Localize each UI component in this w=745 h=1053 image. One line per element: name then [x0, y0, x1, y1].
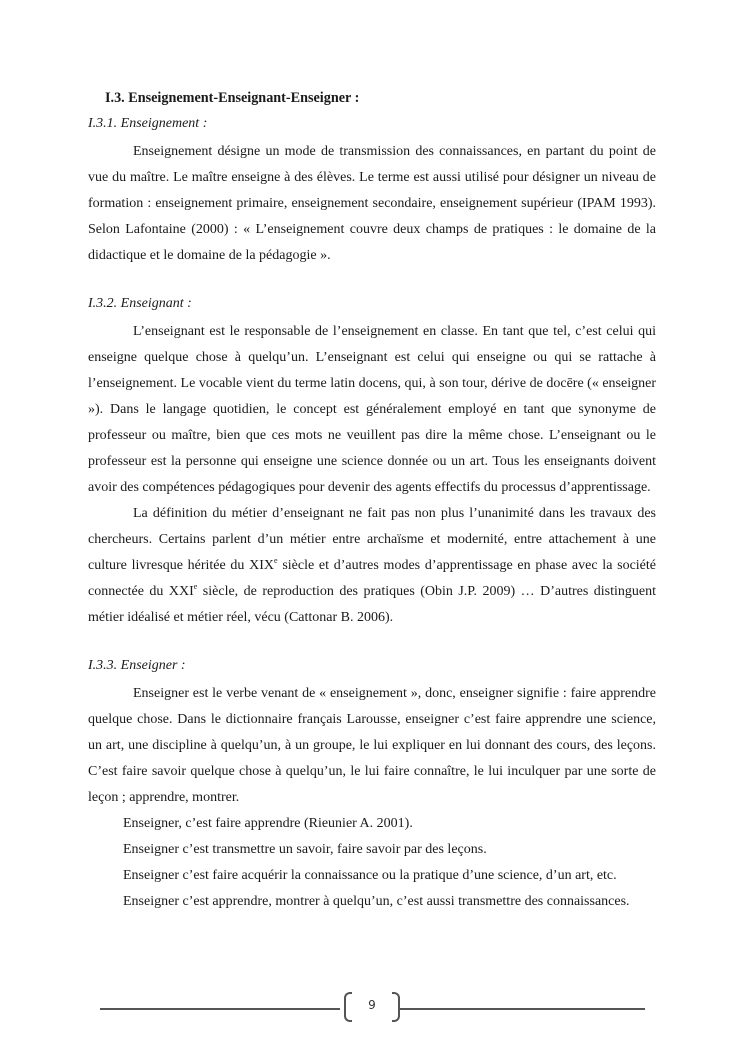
subsection-heading-enseignant: I.3.2. Enseignant :	[88, 296, 192, 311]
paragraph-enseignant-2	[88, 501, 656, 631]
right-brace-icon	[392, 992, 400, 1022]
paragraph-enseigner-2: Enseigner, c’est faire apprendre (Rieunier A. 2001).	[123, 816, 413, 831]
paragraph-enseigner-4: Enseigner c’est faire acquérir la connaissance ou la pratique d’une science, d’un art, etc.	[123, 868, 617, 883]
subsection-heading-enseignement: I.3.1. Enseignement :	[88, 116, 208, 131]
superscript: e	[274, 556, 278, 565]
section-title: I.3. Enseignement-Enseignant-Enseigner :	[105, 90, 360, 106]
footer-rule-left	[100, 1008, 340, 1010]
document-page	[88, 88, 656, 915]
paragraph-text: La définition du métier d’enseignant ne fait pas non plus l’unanimité dans les travaux des chercheurs. Certains parlent d’un métier entre archaïsme et modernité, entre attachement à une culture livresque héritée du XIX	[88, 506, 656, 573]
paragraph-enseignement: Enseignement désigne un mode de transmission des connaissances, en partant du point de vue du maître. Le maître enseigne à des élèves. Le terme est aussi utilisé pour désigner un niveau de formation : enseignement primaire, enseignement secondaire, enseignement supérieur (IPAM 1993). Selon Lafontaine (2000) : « L’enseignement couvre deux champs de pratiques : le domaine de la didactique et le domaine de la pédagogie ».	[88, 144, 656, 263]
subsection-heading-enseigner: I.3.3. Enseigner :	[88, 658, 186, 673]
paragraph-text: siècle, de reproduction des pratiques (Obin J.P. 2009) … D’autres distinguent métier idéalisé et métier réel, vécu (Cattonar B. 2006).	[88, 584, 656, 625]
page-footer	[100, 990, 645, 1026]
superscript: e	[193, 582, 198, 591]
paragraph-enseigner-1: Enseigner est le verbe venant de « enseignement », donc, enseigner signifie : faire apprendre quelque chose. Dans le dictionnaire français Larousse, enseigner c’est faire apprendre une science, un art, une discipline à quelqu’un, à un groupe, le lui expliquer en lui donnant des cours, des leçons. C’est faire savoir quelque chose à quelqu’un, le lui faire connaître, le lui inculquer par une sorte de leçon ; apprendre, montrer.	[88, 686, 656, 805]
paragraph-enseigner-5: Enseigner c’est apprendre, montrer à quelqu’un, c’est aussi transmettre des connaissances.	[123, 894, 630, 909]
left-brace-icon	[344, 992, 352, 1022]
paragraph-enseigner-3: Enseigner c’est transmettre un savoir, faire savoir par des leçons.	[123, 842, 487, 857]
page-number: 9	[368, 998, 376, 1012]
paragraph-text: siècle et d’autres modes d’apprentissage en phase avec la société connectée du XXI	[88, 558, 656, 599]
paragraph-enseignant-1: L’enseignant est le responsable de l’enseignement en classe. En tant que tel, c’est celui qui enseigne quelque chose à quelqu’un. L’enseignant est celui qui enseigne ou qui se rattache à l’enseignement. Le vocable vient du terme latin docens, qui, à son tour, dérive de docēre (« enseigner »). Dans le langage quotidien, le concept est généralement employé en tant que synonyme de professeur ou maître, bien que ces mots ne veuillent pas dire la même chose. L’enseignant ou le professeur est la personne qui enseigne une science donnée ou un art. Tous les enseignants doivent avoir des compétences pédagogiques pour devenir des agents effectifs du processus d’apprentissage.	[88, 324, 656, 495]
footer-rule-right	[400, 1008, 645, 1010]
